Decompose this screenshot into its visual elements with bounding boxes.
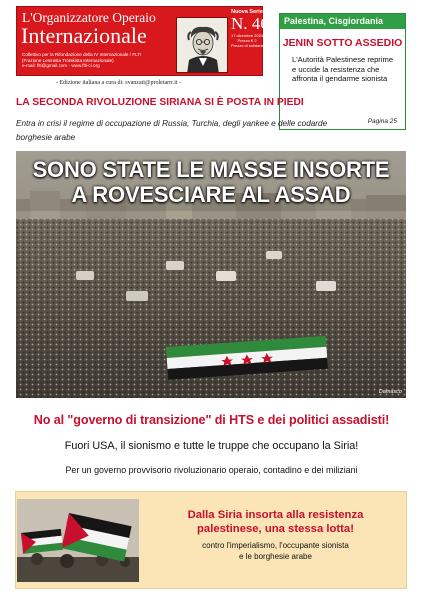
issue-block: [231, 9, 274, 49]
masthead-subtitle-line: (Frazione Leninista Trotskista Internazionale): [22, 57, 114, 63]
palestine-flag-photo-drawing: [17, 499, 139, 582]
slogan-third: Per un governo provvisorio rivoluzionario operaio, contadino e dei miliziani: [65, 465, 358, 475]
side-article-page: Pagina 25: [367, 118, 397, 125]
main-headline-line1: SONO STATE LE MASSE INSORTE: [32, 157, 390, 182]
portrait-image: [176, 17, 228, 73]
side-article-box[interactable]: [279, 13, 406, 130]
masthead-subtitle-line: e-mail: flti@gmail.com - www.flti-ci.org: [22, 63, 100, 69]
issue-number: N. 46: [231, 14, 269, 33]
side-article-text: L'Autorità Palestinese reprime e uccide la resistenza che affronta il gendarme sionista: [292, 55, 394, 84]
masthead: [16, 6, 274, 76]
portrait-drawing: [177, 18, 228, 73]
main-headline-line2: A ROVESCIARE AL ASSAD: [71, 182, 351, 207]
masthead-title-line2: Internazionale: [21, 23, 147, 48]
masthead-subtitle: [22, 52, 172, 69]
issue-meta-solidarity: Prezzo di solidarietà € 5: [231, 43, 274, 49]
slogan-headline: No al "governo di transizione" di HTS e dei politici assadisti!: [33, 413, 390, 427]
issue-meta-date: 17 dicembre 2024: [231, 33, 264, 38]
issue-series: Nuova Serie: [231, 9, 263, 15]
bottom-subtitle: [148, 540, 403, 562]
slogan-second: Fuori USA, il sionismo e tutte le truppe che occupano la Siria!: [64, 440, 359, 452]
side-article-title: JENIN SOTTO ASSEDIO: [282, 37, 403, 49]
side-article-header: Palestina, Cisgiordania: [280, 14, 405, 29]
bottom-sub-line1: contro l'imperialismo, l'occupante sionista: [202, 541, 349, 550]
edition-note: - Edizione italiana a cura di: svanzati@proletarrr.it -: [56, 80, 182, 86]
masthead-subtitle-line: Collettivo per la Rifondazione della IV Internazionale / FLTI: [22, 52, 142, 57]
kicker-headline: LA SECONDA RIVOLUZIONE SIRIANA SI È POSTA IN PIEDI: [16, 97, 304, 108]
masthead-title-line1: L'Organizzatore Operaio: [22, 10, 156, 25]
issue-meta-price: Prezzo € 2: [237, 38, 257, 44]
photo-caption: Damasco: [378, 389, 402, 395]
bottom-title: [148, 508, 403, 536]
bottom-photo: [17, 499, 139, 582]
main-photo: [16, 151, 406, 398]
bottom-title-line2: palestinese, una stessa lotta!: [197, 523, 354, 535]
bottom-title-line1: Dalla Siria insorta alla resistenza: [187, 509, 364, 521]
dek-text: Entra in crisi il regime di occupazione di Russia, Turchia, degli yankee e delle codarde borghesie arabe: [16, 119, 328, 142]
bottom-sub-line2: e le borghesie arabe: [239, 552, 312, 561]
